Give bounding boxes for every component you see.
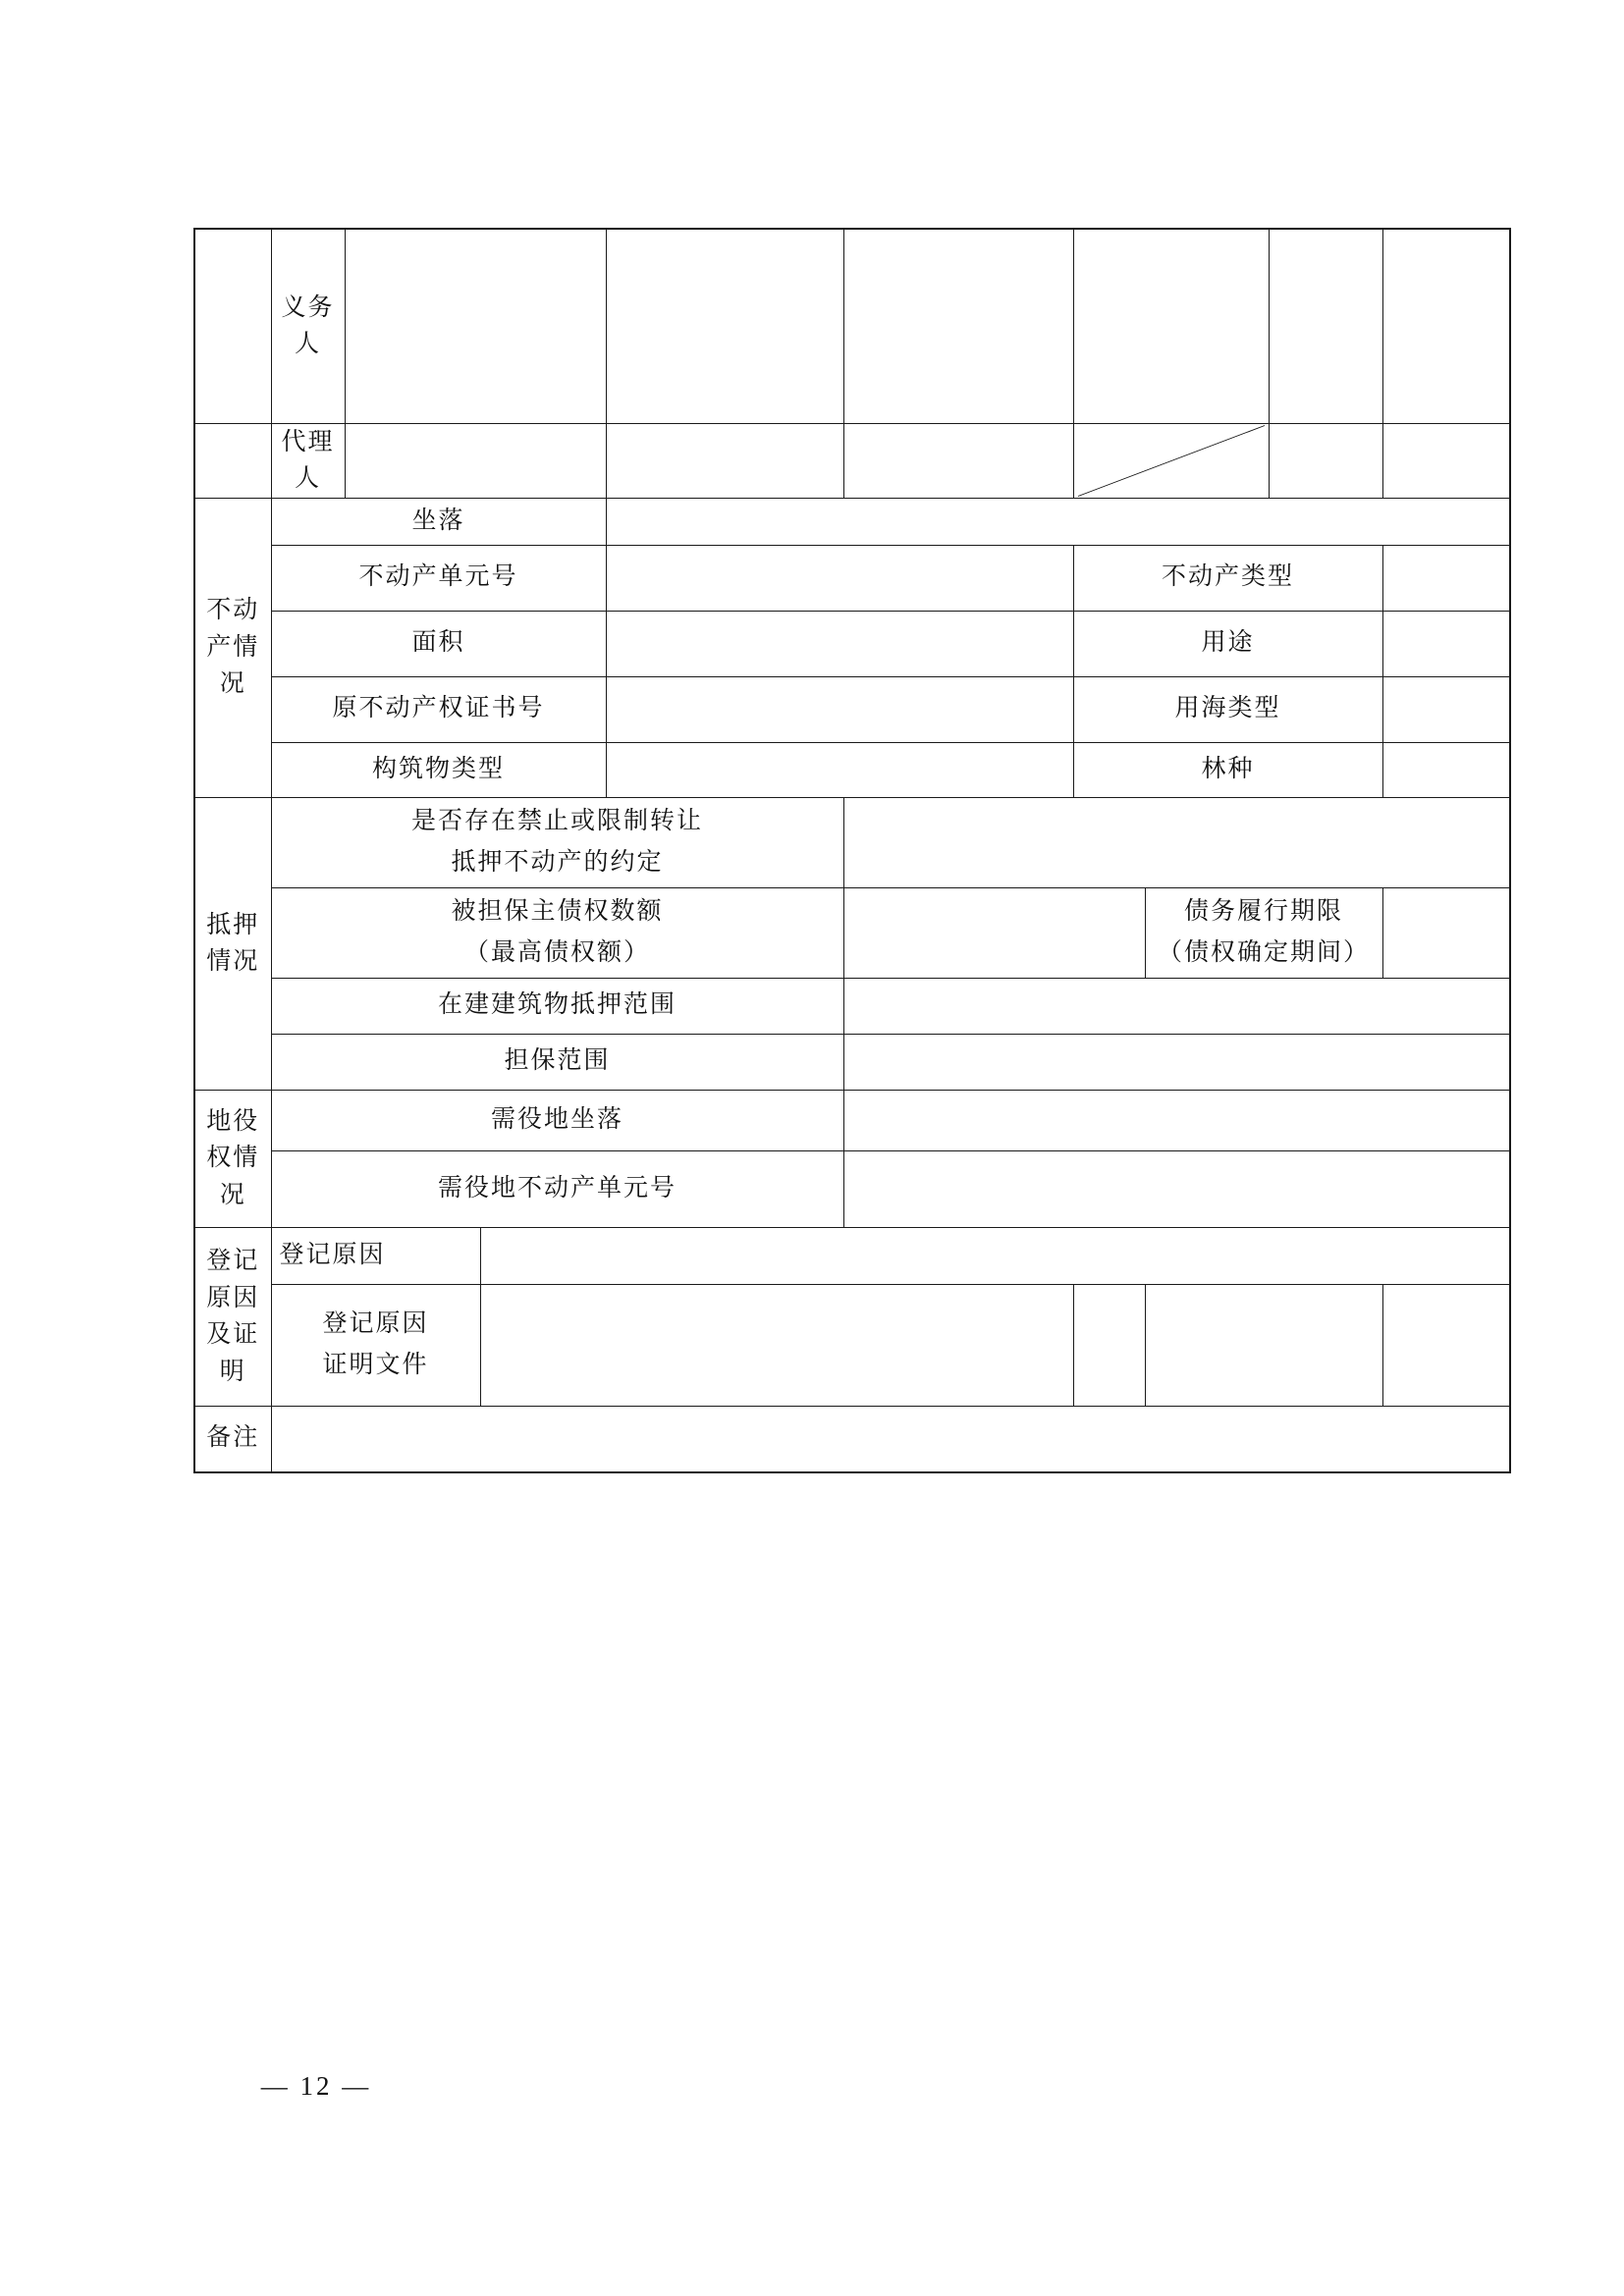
table-row-agent (194, 423, 1510, 498)
obligor-field-5[interactable] (1269, 229, 1382, 423)
property-area-label (271, 611, 606, 676)
property-location-label (271, 498, 606, 545)
property-original-cert-label-text: 原不动产权证书号 (332, 695, 545, 722)
table-row-property-location (194, 498, 1510, 545)
property-location-label-text: 坐落 (411, 507, 465, 534)
obligor-field-6[interactable] (1382, 229, 1510, 423)
mortgage-under-construction-value[interactable] (843, 978, 1510, 1034)
property-location-value[interactable] (606, 498, 1510, 545)
party-section-spacer-2 (194, 423, 271, 498)
registration-proof-value-2[interactable] (1073, 1284, 1145, 1406)
agent-field-5[interactable] (1269, 423, 1382, 498)
property-unit-no-label-text: 不动产单元号 (358, 563, 518, 591)
easement-location-label (271, 1090, 843, 1150)
party-section-spacer (194, 229, 271, 423)
property-sea-use-type-value[interactable] (1382, 676, 1510, 742)
property-area-value[interactable] (606, 611, 1073, 676)
page-footer (0, 2071, 1624, 2102)
property-sea-use-type-label (1073, 676, 1382, 742)
property-unit-no-value[interactable] (606, 545, 1073, 611)
mortgage-restriction-label-line2: 抵押不动产的约定 (451, 849, 664, 876)
property-forest-type-label-text: 林种 (1201, 755, 1255, 782)
property-use-value[interactable] (1382, 611, 1510, 676)
mortgage-restriction-label-line1: 是否存在禁止或限制转让 (410, 807, 703, 834)
property-area-label-text: 面积 (411, 629, 465, 657)
section-label-easement-text: 地役权情况 (206, 1107, 260, 1208)
property-use-label-text: 用途 (1201, 629, 1255, 657)
mortgage-guarantee-scope-label (271, 1034, 843, 1090)
table-row-registration-proof (194, 1284, 1510, 1406)
registration-form-table (193, 228, 1509, 1473)
diagonal-strike-icon (1074, 424, 1269, 498)
table-row-property-cert (194, 676, 1510, 742)
section-label-property (194, 498, 271, 797)
mortgage-restriction-value[interactable] (843, 797, 1510, 887)
easement-location-label-text: 需役地坐落 (490, 1105, 623, 1133)
section-label-registration (194, 1227, 271, 1406)
property-structure-type-label (271, 742, 606, 797)
table-row-mortgage-under-construction (194, 978, 1510, 1034)
easement-unit-no-label (271, 1150, 843, 1227)
registration-proof-value-1[interactable] (480, 1284, 1073, 1406)
party-label-obligor (271, 229, 345, 423)
table-row-easement-unit (194, 1150, 1510, 1227)
mortgage-claim-amount-label (271, 887, 843, 978)
table-row-mortgage-claim (194, 887, 1510, 978)
agent-field-1[interactable] (345, 423, 606, 498)
table-row-property-structure (194, 742, 1510, 797)
table-row-mortgage-guarantee-scope (194, 1034, 1510, 1090)
section-label-mortgage-text: 抵押情况 (206, 911, 260, 975)
property-type-label (1073, 545, 1382, 611)
party-label-agent (271, 423, 345, 498)
remarks-label-text: 备注 (206, 1424, 260, 1452)
mortgage-claim-amount-label-line2: （最高债权额） (463, 939, 650, 966)
property-original-cert-value[interactable] (606, 676, 1073, 742)
mortgage-guarantee-scope-value[interactable] (843, 1034, 1510, 1090)
section-label-property-text: 不动产情况 (206, 597, 260, 698)
property-forest-type-value[interactable] (1382, 742, 1510, 797)
easement-location-value[interactable] (843, 1090, 1510, 1150)
registration-reason-label-text: 登记原因 (279, 1241, 386, 1268)
property-type-value[interactable] (1382, 545, 1510, 611)
property-use-label (1073, 611, 1382, 676)
mortgage-term-label-line2: （债权确定期间） (1157, 939, 1370, 966)
property-original-cert-label (271, 676, 606, 742)
table-row-registration-reason (194, 1227, 1510, 1284)
property-structure-type-value[interactable] (606, 742, 1073, 797)
property-unit-no-label (271, 545, 606, 611)
easement-unit-no-value[interactable] (843, 1150, 1510, 1227)
mortgage-claim-amount-value[interactable] (843, 887, 1145, 978)
registration-proof-label-line2: 证明文件 (322, 1352, 429, 1378)
section-label-registration-text: 登记原因及证明 (206, 1248, 260, 1385)
registration-proof-value-3[interactable] (1145, 1284, 1382, 1406)
agent-field-2[interactable] (606, 423, 843, 498)
agent-field-6[interactable] (1382, 423, 1510, 498)
property-structure-type-label-text: 构筑物类型 (371, 755, 505, 782)
obligor-field-2[interactable] (606, 229, 843, 423)
table-row-property-unit (194, 545, 1510, 611)
easement-unit-no-label-text: 需役地不动产单元号 (437, 1174, 677, 1201)
registration-reason-label (271, 1227, 480, 1284)
table-row-obligor (194, 229, 1510, 423)
agent-field-3[interactable] (843, 423, 1073, 498)
registration-reason-value[interactable] (480, 1227, 1510, 1284)
party-label-agent-text: 代理人 (281, 428, 335, 492)
mortgage-term-value[interactable] (1382, 887, 1510, 978)
page-number-text: — 12 — (260, 2071, 372, 2101)
obligor-field-3[interactable] (843, 229, 1073, 423)
property-sea-use-type-label-text: 用海类型 (1174, 695, 1281, 722)
form-table (193, 228, 1511, 1473)
mortgage-restriction-label (271, 797, 843, 887)
mortgage-term-label-line1: 债务履行期限 (1183, 897, 1343, 925)
remarks-label (194, 1406, 271, 1472)
property-type-label-text: 不动产类型 (1161, 563, 1294, 591)
party-label-obligor-text: 义务人 (281, 294, 335, 358)
property-forest-type-label (1073, 742, 1382, 797)
section-label-mortgage (194, 797, 271, 1090)
registration-proof-value-4[interactable] (1382, 1284, 1510, 1406)
mortgage-term-label (1145, 887, 1382, 978)
table-row-mortgage-restriction (194, 797, 1510, 887)
section-label-easement (194, 1090, 271, 1227)
table-row-property-area (194, 611, 1510, 676)
mortgage-under-construction-label (271, 978, 843, 1034)
table-row-remarks (194, 1406, 1510, 1472)
agent-field-4-struck[interactable] (1073, 423, 1269, 498)
obligor-field-1[interactable] (345, 229, 606, 423)
obligor-field-4[interactable] (1073, 229, 1269, 423)
registration-proof-label-line1: 登记原因 (322, 1309, 429, 1337)
table-row-easement-location (194, 1090, 1510, 1150)
registration-proof-label (271, 1284, 480, 1406)
mortgage-claim-amount-label-line1: 被担保主债权数额 (451, 897, 664, 925)
remarks-value[interactable] (271, 1406, 1510, 1472)
mortgage-under-construction-label-text: 在建建筑物抵押范围 (437, 991, 677, 1019)
mortgage-guarantee-scope-label-text: 担保范围 (504, 1047, 611, 1075)
